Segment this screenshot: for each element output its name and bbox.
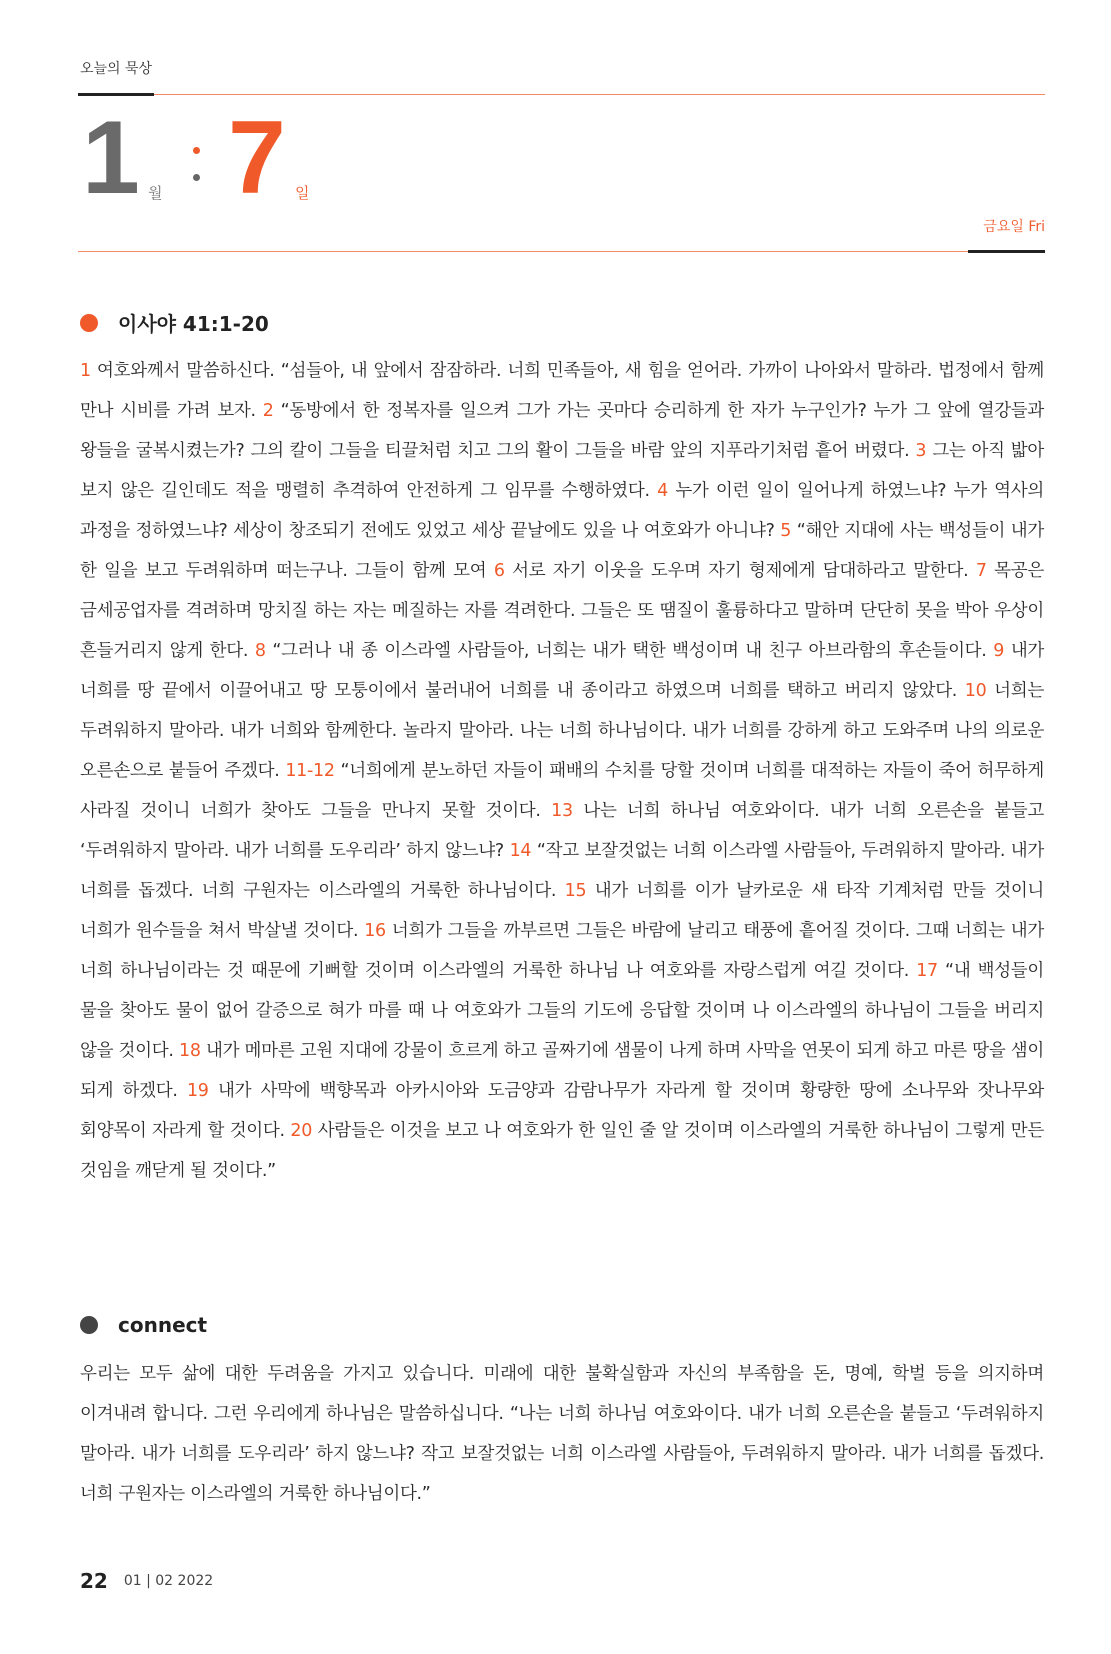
verse-number: 17 bbox=[916, 961, 938, 981]
month-unit: 월 bbox=[148, 184, 163, 202]
month-number: 1 bbox=[82, 100, 140, 216]
bullet-icon bbox=[80, 314, 98, 332]
verse-number: 16 bbox=[364, 921, 386, 941]
mid-rule-light bbox=[78, 251, 968, 252]
verse-text: “해안 지대에 사는 백성들이 내가 한 일을 보고 두려워하며 떠는구나. 그들이 함께 모여 bbox=[80, 521, 1044, 581]
colon-dot-top bbox=[193, 147, 200, 154]
verse-number: 4 bbox=[657, 481, 668, 501]
verse-text: 누가 이런 일이 일어나게 하였느냐? 누가 역사의 과정을 정하였느냐? 세상이 창조되기 전에도 있었고 세상 끝날에도 있을 나 여호와가 아니냐? bbox=[80, 481, 1044, 541]
page-number: 22 bbox=[80, 1569, 108, 1593]
verse-text: 사람들은 이것을 보고 나 여호와가 한 일인 줄 알 것이며 이스라엘의 거룩한 하나님이 그렇게 만든 것임을 깨닫게 될 것이다.” bbox=[80, 1121, 1044, 1181]
verse-number: 2 bbox=[262, 401, 274, 421]
verse-number: 15 bbox=[564, 881, 587, 901]
verse-text: “그러나 내 종 이스라엘 사람들아, 너희는 내가 택한 백성이며 내 친구 아브라함의 후손들이다. bbox=[272, 641, 987, 661]
verse-text: “동방에서 한 정복자를 일으켜 그가 가는 곳마다 승리하게 한 자가 누구인가? 누가 그 앞에 열강들과 왕들을 굴복시켰는가? 그의 칼이 그들을 티끌처럼 치고 그의 활이 그들을 바람 앞의 지푸라기처럼 흩어 버렸다. bbox=[80, 401, 1045, 461]
day-unit: 일 bbox=[295, 184, 310, 202]
verse-number: 9 bbox=[993, 641, 1005, 661]
issue-date: 01 | 02 2022 bbox=[123, 1573, 214, 1589]
verse-text: 내가 메마른 고원 지대에 강물이 흐르게 하고 골짜기에 샘물이 나게 하며 사막을 연못이 되게 하고 마른 땅을 샘이 되게 하겠다. bbox=[80, 1041, 1044, 1101]
bullet-icon bbox=[80, 1316, 98, 1334]
verse-text: 내가 너희를 이가 날카로운 새 타작 기계처럼 만들 것이니 너희가 원수들을 쳐서 박살낼 것이다. bbox=[80, 881, 1045, 941]
top-rule-dark bbox=[78, 93, 154, 96]
verse-number: 18 bbox=[178, 1041, 201, 1061]
verse-text: 여호와께서 말씀하신다. “섬들아, 내 앞에서 잠잠하라. 너희 민족들아, 새 힘을 얻어라. 가까이 나아와서 말하라. 법정에서 함께 만나 시비를 가려 보자. bbox=[80, 361, 1044, 421]
verse-number: 11-12 bbox=[285, 761, 335, 781]
verse-number: 6 bbox=[493, 561, 505, 581]
verse-number: 7 bbox=[975, 561, 987, 581]
verse-number: 14 bbox=[509, 841, 532, 861]
weekday-label: 금요일 Fri bbox=[983, 219, 1045, 235]
verse-number: 20 bbox=[290, 1121, 313, 1141]
verse-text: 나는 너희 하나님 여호와이다. 내가 너희 오른손을 붙들고 ‘두려워하지 말아라. 내가 너희를 도우리라’ 하지 않느냐? bbox=[80, 801, 1045, 861]
verse-text: 내가 너희를 땅 끝에서 이끌어내고 땅 모퉁이에서 불러내어 너희를 내 종이라고 하였으며 너희를 택하고 버리지 않았다. bbox=[80, 641, 1045, 701]
verse-number: 10 bbox=[964, 681, 987, 701]
top-rule-light bbox=[154, 94, 1045, 95]
verse-text: 너희는 두려워하지 말아라. 내가 너희와 함께한다. 놀라지 말아라. 나는 너희 하나님이다. 내가 너희를 강하게 하고 도와주며 나의 의로운 오른손으로 붙들어 주겠다. bbox=[80, 681, 1044, 781]
verse-text: “너희에게 분노하던 자들이 패배의 수치를 당할 것이며 너희를 대적하는 자들이 죽어 허무하게 사라질 것이니 너희가 찾아도 그들을 만나지 못할 것이다. bbox=[80, 761, 1044, 821]
verse-text: 너희가 그들을 까부르면 그들은 바람에 날리고 태풍에 흩어질 것이다. 그때 너희는 내가 너희 하나님이라는 것 때문에 기뻐할 것이며 이스라엘의 거룩한 하나님 나 여호와를 자랑스럽게 여길 것이다. bbox=[80, 921, 1045, 981]
verse-text: 그는 아직 밟아 보지 않은 길인데도 적을 맹렬히 추격하여 안전하게 그 임무를 수행하였다. bbox=[80, 441, 1045, 501]
connect-title: connect bbox=[118, 1313, 208, 1337]
verse-text: “내 백성들이 물을 찾아도 물이 없어 갈증으로 혀가 마를 때 나 여호와가 그들의 기도에 응답할 것이며 나 이스라엘의 하나님이 그들을 버리지 않을 것이다. bbox=[80, 961, 1045, 1061]
scripture-heading bbox=[80, 308, 269, 337]
verse-number: 1 bbox=[80, 361, 91, 381]
scripture-text bbox=[80, 351, 1044, 1191]
connect-heading bbox=[80, 1313, 207, 1337]
day-number: 7 bbox=[228, 100, 286, 216]
section-label: 오늘의 묵상 bbox=[80, 61, 153, 77]
verse-number: 8 bbox=[254, 641, 266, 661]
scripture-title: 이사야 41:1-20 bbox=[118, 312, 269, 336]
colon-dot-bottom bbox=[193, 174, 200, 181]
mid-rule-dark bbox=[968, 250, 1045, 253]
verse-number: 3 bbox=[915, 441, 927, 461]
verse-number: 13 bbox=[551, 801, 573, 821]
verse-text: “작고 보잘것없는 너희 이스라엘 사람들아, 두려워하지 말아라. 내가 너희를 돕겠다. 너희 구원자는 이스라엘의 거룩한 하나님이다. bbox=[80, 841, 1044, 901]
verse-number: 5 bbox=[780, 521, 792, 541]
colon-separator bbox=[193, 147, 200, 201]
verse-text: 서로 자기 이웃을 도우며 자기 형제에게 담대하라고 말한다. bbox=[512, 561, 969, 581]
verse-number: 19 bbox=[186, 1081, 209, 1101]
page-footer bbox=[80, 1569, 213, 1593]
verse-text: 목공은 금세공업자를 격려하며 망치질 하는 자는 메질하는 자를 격려한다. 그들은 또 땜질이 훌륭하다고 말하며 단단히 못을 박아 우상이 흔들거리지 않게 한다. bbox=[80, 561, 1044, 661]
verse-text: 내가 사막에 백향목과 아카시아와 도금양과 감람나무가 자라게 할 것이며 황량한 땅에 소나무와 잣나무와 회양목이 자라게 할 것이다. bbox=[80, 1081, 1044, 1141]
connect-text: 우리는 모두 삶에 대한 두려움을 가지고 있습니다. 미래에 대한 불확실함과 자신의 부족함을 돈, 명예, 학벌 등을 의지하며 이겨내려 합니다. 그런 우리에게 하나님은 말씀하십니다. “나는 너희 하나님 여호와이다. 내가 너희 오른손을 붙들고 ‘두려워하지 말아라. 내가 너희를 도우리라’ 하지 않느냐? 작고 보잘것없는 너희 이스라엘 사람들아, 두려워하지 말아라. 내가 너희를 돕겠다. 너희 구원자는 이스라엘의 거룩한 하나님이다.” bbox=[80, 1364, 1044, 1504]
